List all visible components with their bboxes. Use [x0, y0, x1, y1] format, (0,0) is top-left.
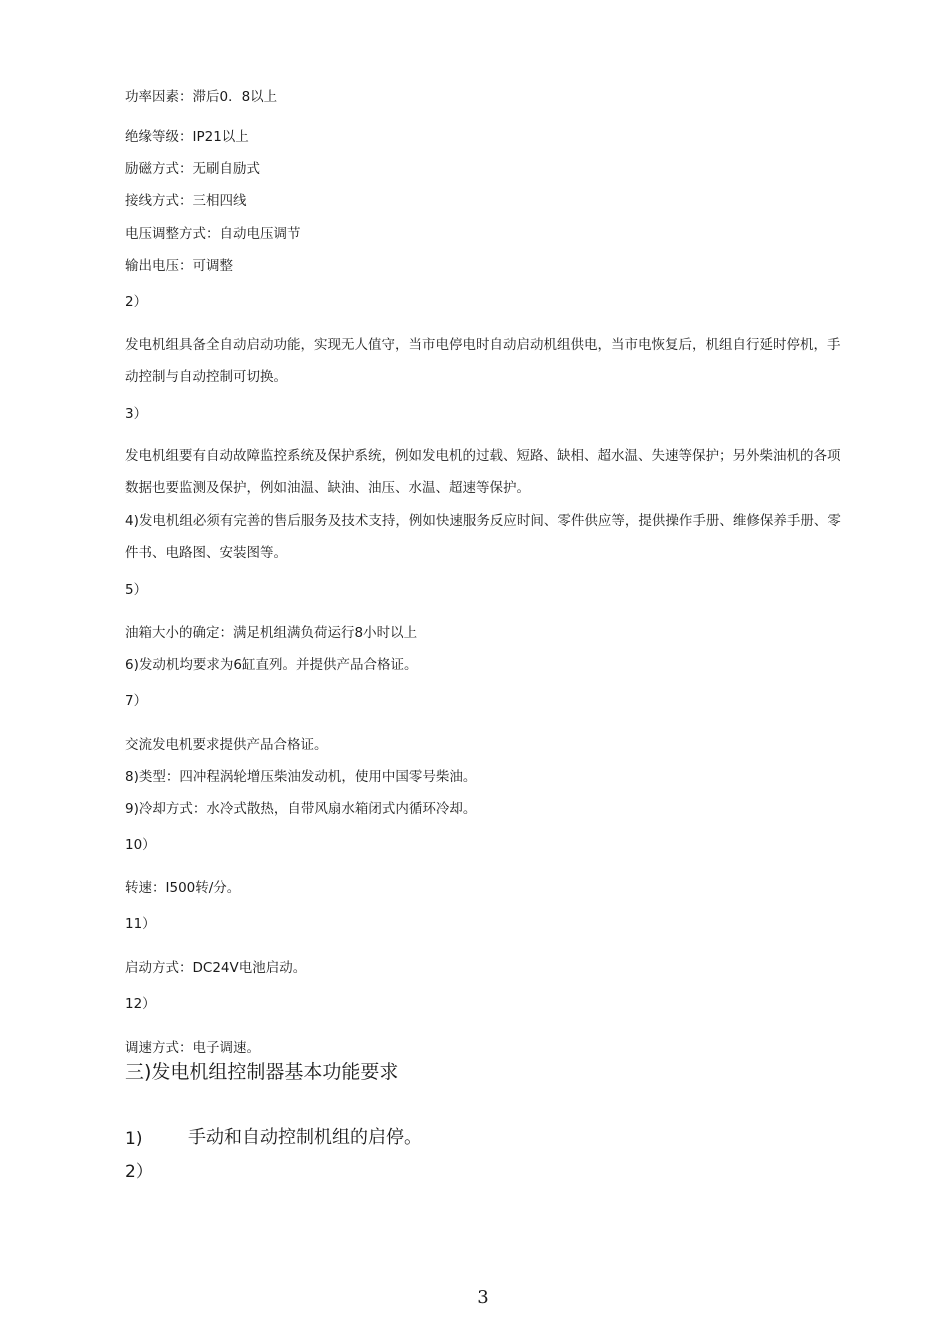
paragraph-start-method: 启动方式：DC24V电池启动。	[125, 960, 307, 976]
spec-excitation: 励磁方式：无刷自励式	[125, 161, 260, 177]
page-number: 3	[477, 1287, 489, 1308]
item-number-12: 12）	[125, 996, 156, 1012]
paragraph-cooling: 9)冷却方式：水冷式散热，自带风扇水箱闭式内循环冷却。	[125, 801, 477, 817]
spec-power-factor: 功率因素：滞后0．8以上	[125, 89, 278, 105]
paragraph-fault-monitoring: 发电机组要有自动故障监控系统及保护系统，例如发电机的过载、短路、缺相、超水温、失速等保护；另外柴油机的各项数据也要监测及保护，例如油温、缺油、油压、水温、超速等保护。	[125, 448, 841, 496]
paragraph-alternator: 交流发电机要求提供产品合格证。	[125, 737, 328, 753]
section-heading: 三)发电机组控制器基本功能要求	[125, 1061, 399, 1083]
item-number-3: 3）	[125, 406, 148, 422]
spec-voltage-adjust: 电压调整方式：自动电压调节	[125, 226, 301, 242]
list-item-text-1: 手动和自动控制机组的启停。	[188, 1127, 422, 1148]
paragraph-speed: 转速：I500转/分。	[125, 880, 241, 896]
item-number-2: 2）	[125, 294, 148, 310]
paragraph-governor: 调速方式：电子调速。	[125, 1040, 260, 1056]
list-item-number-1: 1)	[125, 1129, 143, 1149]
item-number-11: 11）	[125, 916, 156, 932]
item-number-7: 7）	[125, 693, 148, 709]
spec-insulation: 绝缘等级：IP21以上	[125, 129, 249, 145]
paragraph-after-sales: 4)发电机组必须有完善的售后服务及技术支持，例如快速服务反应时间、零件供应等，提供操作手册、维修保养手册、零件书、电路图、安装图等。	[125, 513, 841, 561]
paragraph-engine-type: 8)类型：四冲程涡轮增压柴油发动机，使用中国零号柴油。	[125, 769, 477, 785]
spec-output-voltage: 输出电压：可调整	[125, 258, 233, 274]
paragraph-fuel-tank: 油箱大小的确定：满足机组满负荷运行8小时以上	[125, 625, 418, 641]
spec-wiring: 接线方式：三相四线	[125, 193, 247, 209]
item-number-5: 5）	[125, 582, 148, 598]
paragraph-engine-cylinders: 6)发动机均要求为6缸直列。并提供产品合格证。	[125, 657, 418, 673]
list-item-number-2: 2）	[125, 1162, 153, 1182]
item-number-10: 10）	[125, 837, 156, 853]
paragraph-auto-start: 发电机组具备全自动启动功能，实现无人值守，当市电停电时自动启动机组供电，当市电恢复后，机组自行延时停机，手动控制与自动控制可切换。	[125, 337, 841, 385]
